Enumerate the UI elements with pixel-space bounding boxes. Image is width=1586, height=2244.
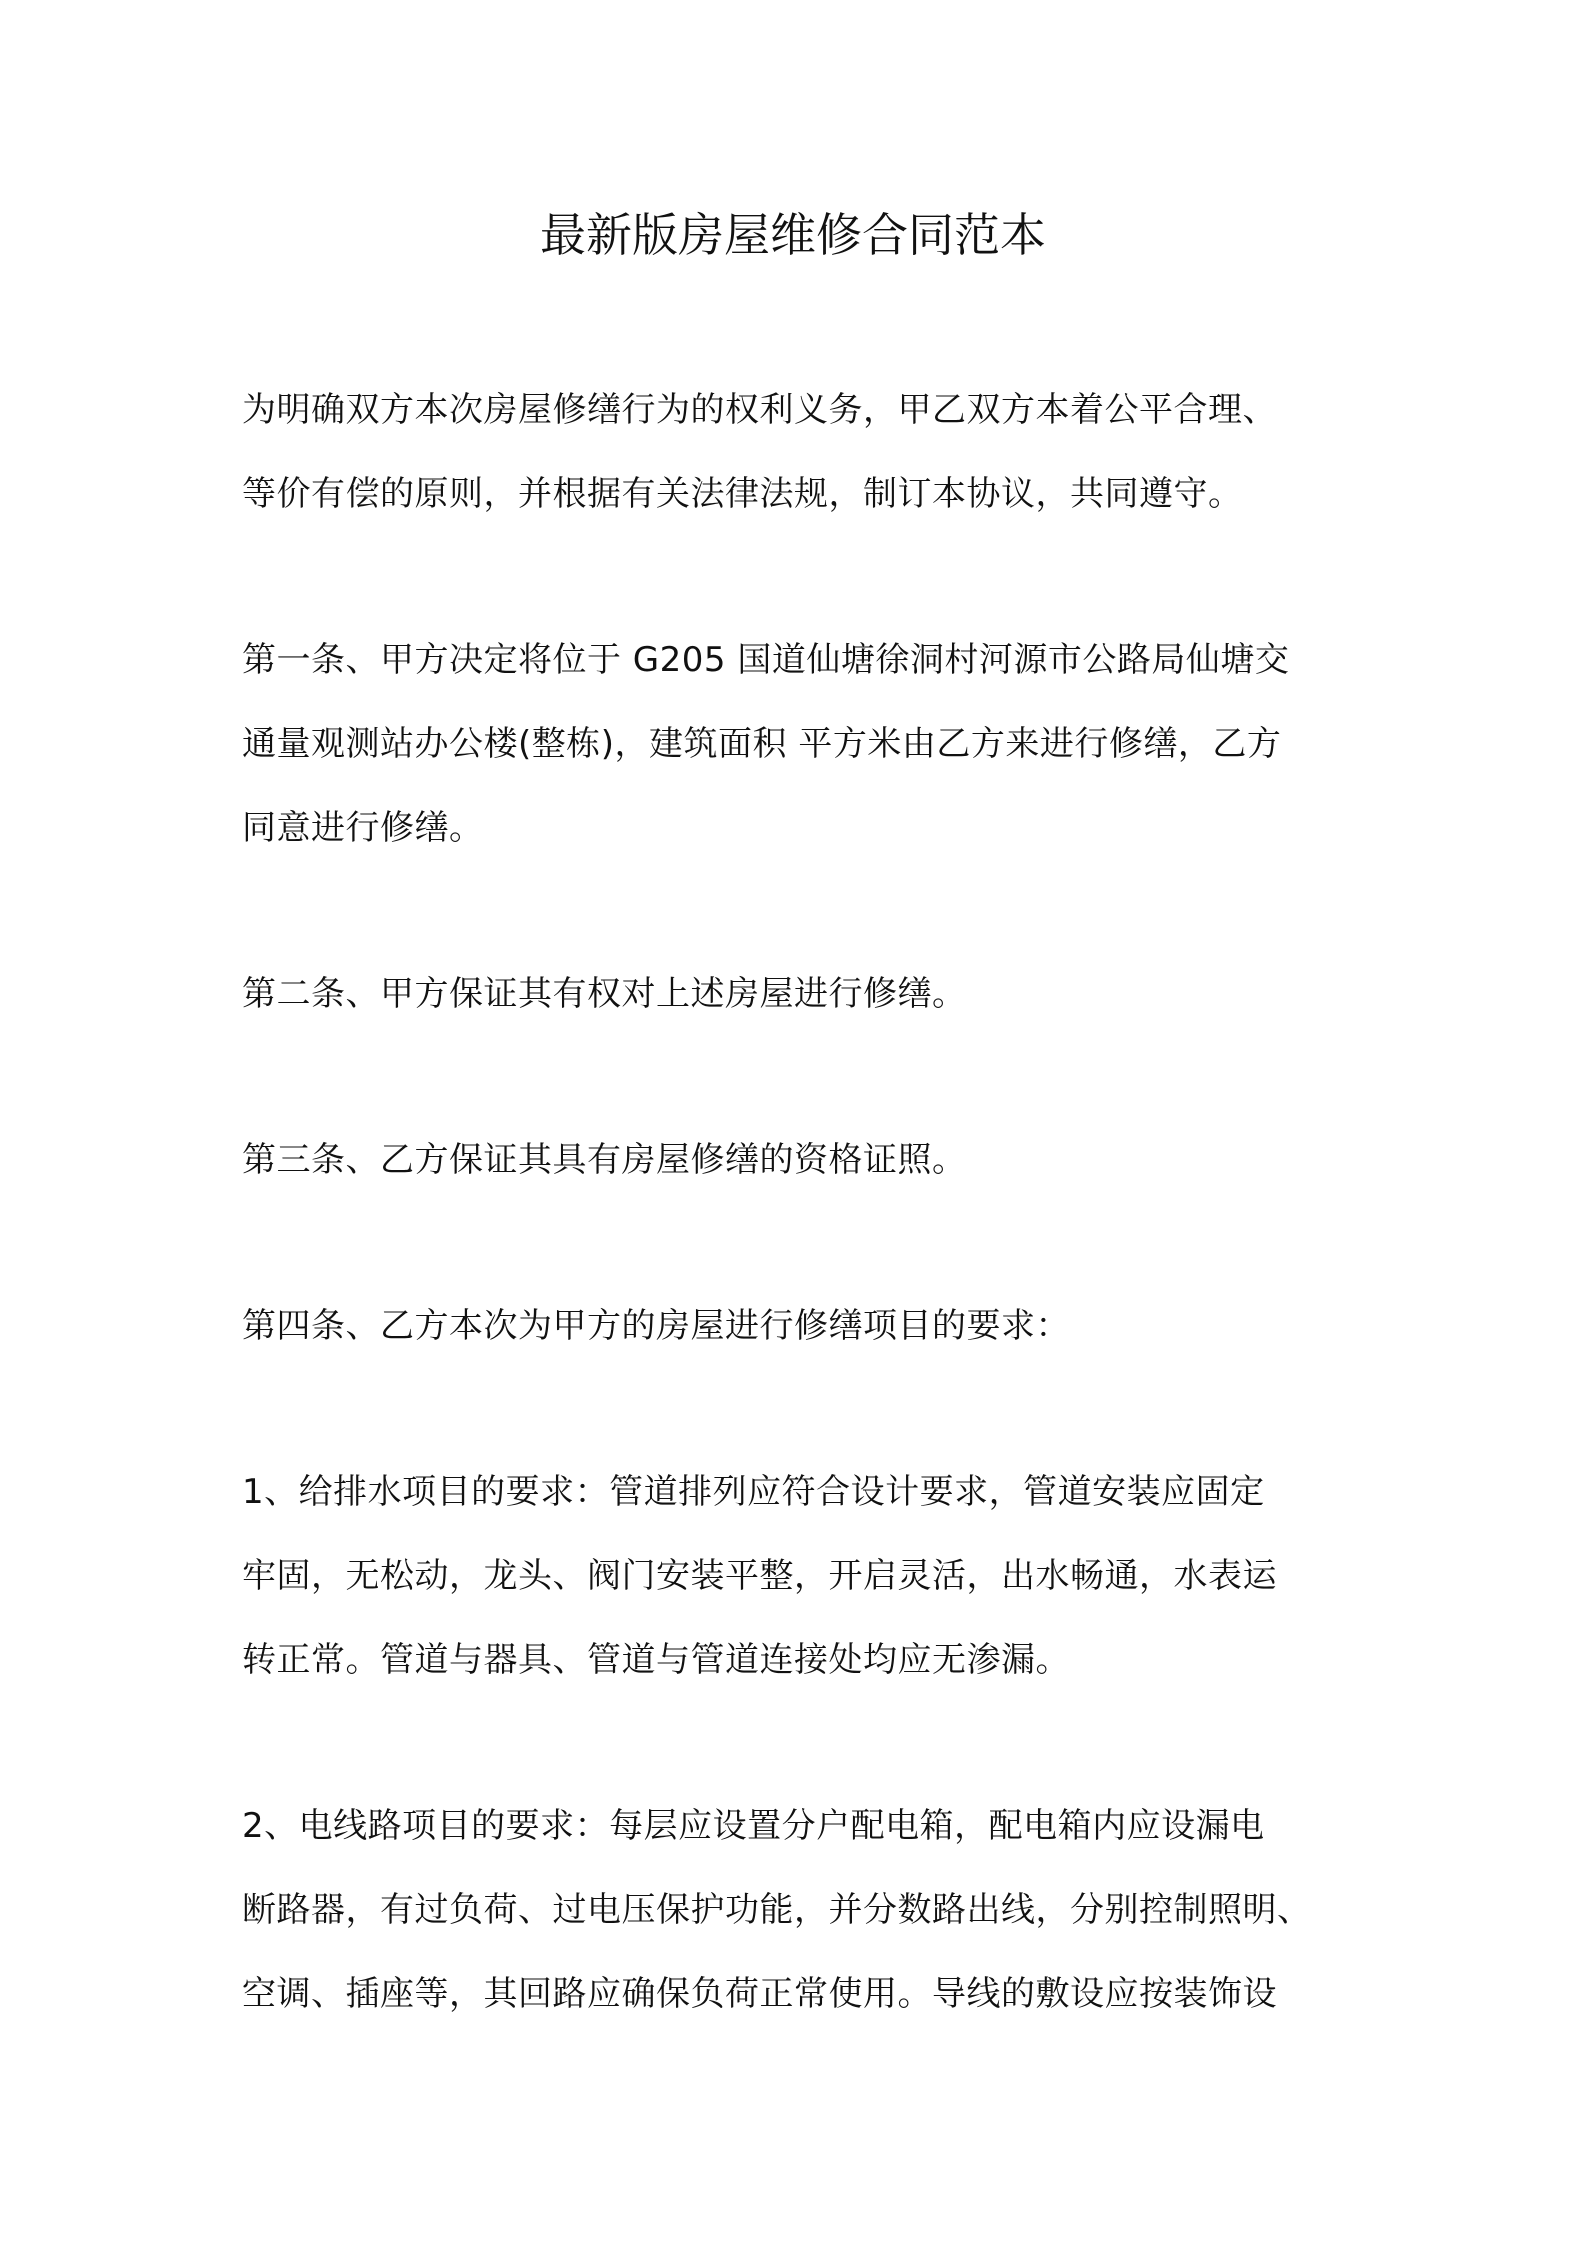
text-line: 第一条、甲方决定将位于 G205 国道仙塘徐洞村河源市公路局仙塘交 xyxy=(242,640,1290,680)
text-line: 同意进行修缮。 xyxy=(242,808,484,848)
paragraph-article-4 xyxy=(242,1284,1362,1368)
text-line: 空调、插座等，其回路应确保负荷正常使用。导线的敷设应按装饰设 xyxy=(242,1974,1277,2014)
paragraph-intro xyxy=(242,368,1362,536)
text-line: 1、给排水项目的要求：管道排列应符合设计要求，管道安装应固定 xyxy=(242,1472,1265,1512)
paragraph-item-1 xyxy=(242,1450,1362,1702)
paragraph-article-2 xyxy=(242,952,1362,1036)
document-body xyxy=(242,368,1362,2118)
text-line: 2、电线路项目的要求：每层应设置分户配电箱，配电箱内应设漏电 xyxy=(242,1806,1265,1846)
text-line: 为明确双方本次房屋修缮行为的权利义务，甲乙双方本着公平合理、 xyxy=(242,390,1277,430)
paragraph-article-3 xyxy=(242,1118,1362,1202)
paragraph-article-1 xyxy=(242,618,1362,870)
text-line: 第三条、乙方保证其具有房屋修缮的资格证照。 xyxy=(242,1140,967,1180)
text-line: 断路器，有过负荷、过电压保护功能，并分数路出线，分别控制照明、 xyxy=(242,1890,1312,1930)
text-line: 通量观测站办公楼(整栋)，建筑面积 平方米由乙方来进行修缮，乙方 xyxy=(242,724,1282,764)
text-line: 第二条、甲方保证其有权对上述房屋进行修缮。 xyxy=(242,974,967,1014)
text-line: 转正常。管道与器具、管道与管道连接处均应无渗漏。 xyxy=(242,1640,1070,1680)
text-line: 等价有偿的原则，并根据有关法律法规，制订本协议，共同遵守。 xyxy=(242,474,1243,514)
text-line: 第四条、乙方本次为甲方的房屋进行修缮项目的要求： xyxy=(242,1306,1070,1346)
paragraph-item-2 xyxy=(242,1784,1362,2036)
text-line: 牢固，无松动，龙头、阀门安装平整，开启灵活，出水畅通，水表运 xyxy=(242,1556,1277,1596)
document-title: 最新版房屋维修合同范本 xyxy=(540,208,1046,262)
